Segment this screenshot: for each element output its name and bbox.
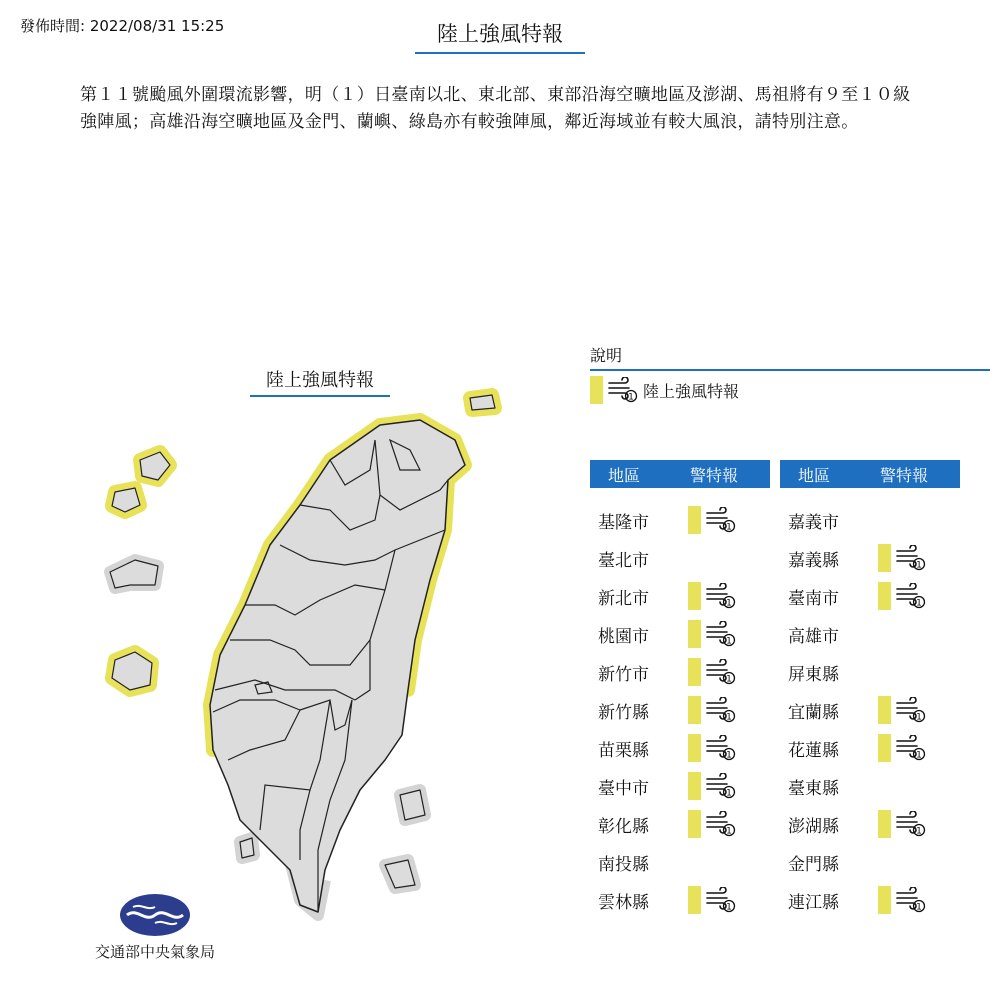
strong-wind-icon (895, 735, 927, 761)
warning-cell (878, 544, 927, 572)
region-name: 高雄市 (788, 626, 839, 647)
region-name: 新北市 (598, 588, 649, 609)
strong-wind-icon (705, 621, 737, 647)
region-name: 基隆市 (598, 512, 649, 533)
region-name: 臺南市 (788, 588, 839, 609)
header-warning: 警特報 (690, 465, 739, 485)
warning-cell (688, 658, 737, 686)
warning-color-swatch (878, 810, 891, 838)
strong-wind-icon (705, 659, 737, 685)
warning-color-swatch (878, 734, 891, 762)
table-row (590, 733, 780, 763)
table-row (780, 733, 970, 763)
table-row (780, 619, 970, 649)
warning-cell (878, 696, 927, 724)
warning-color-swatch (688, 772, 701, 800)
table-row (590, 543, 780, 573)
table-row (780, 543, 970, 573)
strong-wind-icon (895, 697, 927, 723)
strong-wind-icon (895, 583, 927, 609)
table-row (780, 885, 970, 915)
region-table-right (780, 460, 960, 913)
warning-cell (688, 886, 737, 914)
legend-item (590, 376, 739, 404)
strong-wind-icon (705, 507, 737, 533)
warning-color-swatch (878, 582, 891, 610)
svg-text:1: 1 (726, 750, 732, 761)
warning-cell (688, 506, 737, 534)
svg-text:1: 1 (916, 598, 922, 609)
region-name: 金門縣 (788, 854, 839, 875)
region-name: 臺東縣 (788, 778, 839, 799)
table-row (780, 505, 970, 535)
warning-color-swatch (688, 734, 701, 762)
table-row (590, 885, 780, 915)
table-header (590, 460, 770, 488)
publish-time: 發佈時間: 2022/08/31 15:25 (20, 17, 225, 35)
warning-color-swatch (688, 886, 701, 914)
svg-text:1: 1 (628, 392, 634, 403)
table-row (590, 619, 780, 649)
strong-wind-icon (895, 545, 927, 571)
warning-cell (878, 582, 927, 610)
map-title: 陸上強風特報 (250, 366, 390, 397)
warning-cell (688, 734, 737, 762)
table-row (780, 771, 970, 801)
warning-cell (878, 810, 927, 838)
warning-color-swatch (688, 696, 701, 724)
svg-text:1: 1 (726, 902, 732, 913)
svg-text:1: 1 (726, 788, 732, 799)
warning-cell (878, 734, 927, 762)
svg-text:1: 1 (916, 712, 922, 723)
svg-text:1: 1 (726, 522, 732, 533)
region-name: 彰化縣 (598, 816, 649, 837)
svg-text:1: 1 (726, 636, 732, 647)
table-row (590, 657, 780, 687)
strong-wind-icon (607, 377, 639, 403)
region-name: 雲林縣 (598, 892, 649, 913)
strong-wind-icon (895, 811, 927, 837)
table-row (590, 847, 780, 877)
svg-text:1: 1 (916, 560, 922, 571)
warning-cell (688, 810, 737, 838)
region-table-left (590, 460, 770, 913)
warning-cell (878, 886, 927, 914)
warning-cell (688, 582, 737, 610)
strong-wind-icon (705, 583, 737, 609)
region-name: 臺中市 (598, 778, 649, 799)
region-name: 苗栗縣 (598, 740, 649, 761)
region-name: 連江縣 (788, 892, 839, 913)
table-row (590, 771, 780, 801)
region-name: 嘉義縣 (788, 550, 839, 571)
table-row (780, 847, 970, 877)
svg-text:1: 1 (916, 902, 922, 913)
region-name: 宜蘭縣 (788, 702, 839, 723)
agency-logo-block (85, 893, 225, 962)
agency-name: 交通部中央氣象局 (94, 943, 215, 961)
warning-color-swatch (590, 376, 603, 404)
table-row (590, 581, 780, 611)
svg-text:1: 1 (726, 826, 732, 837)
taiwan-map (95, 385, 515, 930)
svg-text:1: 1 (726, 674, 732, 685)
warning-cell (688, 772, 737, 800)
table-row (590, 695, 780, 725)
strong-wind-icon (705, 887, 737, 913)
header-region: 地區 (608, 465, 641, 485)
svg-text:1: 1 (916, 750, 922, 761)
warning-color-swatch (688, 810, 701, 838)
table-row (590, 809, 780, 839)
strong-wind-icon (705, 735, 737, 761)
warning-color-swatch (688, 658, 701, 686)
strong-wind-icon (705, 773, 737, 799)
legend-label: 陸上強風特報 (643, 381, 740, 401)
svg-text:1: 1 (726, 598, 732, 609)
warning-cell (688, 620, 737, 648)
warning-description: 第１１號颱風外圍環流影響，明（１）日臺南以北、東北部、東部沿海空曠地區及澎湖、馬祖將有９至１０級強陣風；高雄沿海空曠地區及金門、蘭嶼、綠島亦有較強陣風，鄰近海域並有較大風浪，請特別注意。 (80, 85, 911, 132)
warning-color-swatch (878, 544, 891, 572)
warning-color-swatch (688, 582, 701, 610)
table-row (780, 809, 970, 839)
legend-title: 說明 (590, 343, 990, 371)
table-row (780, 581, 970, 611)
warning-cell (688, 696, 737, 724)
cwb-logo-icon (119, 893, 191, 937)
warning-color-swatch (688, 620, 701, 648)
table-row (590, 505, 780, 535)
region-name: 花蓮縣 (788, 740, 839, 761)
region-name: 屏東縣 (788, 664, 839, 685)
region-name: 臺北市 (598, 550, 649, 571)
svg-text:1: 1 (916, 826, 922, 837)
strong-wind-icon (705, 811, 737, 837)
header-region: 地區 (798, 465, 831, 485)
warning-color-swatch (878, 696, 891, 724)
strong-wind-icon (705, 697, 737, 723)
page-title: 陸上強風特報 (415, 18, 585, 54)
table-header (780, 460, 960, 488)
region-name: 嘉義市 (788, 512, 839, 533)
strong-wind-icon (895, 887, 927, 913)
region-name: 桃園市 (598, 626, 649, 647)
header-warning: 警特報 (880, 465, 929, 485)
region-name: 新竹市 (598, 664, 649, 685)
svg-text:1: 1 (726, 712, 732, 723)
warning-color-swatch (878, 886, 891, 914)
region-name: 南投縣 (598, 854, 649, 875)
warning-color-swatch (688, 506, 701, 534)
table-row (780, 695, 970, 725)
region-name: 澎湖縣 (788, 816, 839, 837)
table-row (780, 657, 970, 687)
region-name: 新竹縣 (598, 702, 649, 723)
